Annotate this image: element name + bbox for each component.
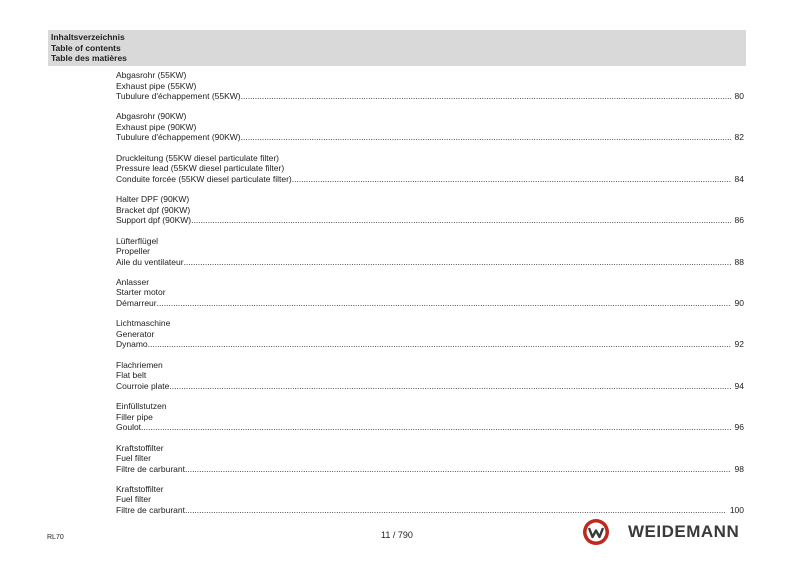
entry-title-fr: Conduite forcée (55KW diesel particulate filter) (116, 173, 292, 184)
entry-title-en: Starter motor (116, 287, 166, 298)
toc-entry[interactable] (116, 236, 744, 268)
entry-title-de: Lüfterflügel (116, 235, 159, 246)
entry-page-number[interactable]: 88 (734, 256, 744, 267)
entry-page-number[interactable]: 98 (734, 463, 744, 474)
entry-title-fr-row (116, 464, 744, 475)
header-title-en: Table of contents (51, 42, 121, 53)
toc-list (116, 70, 744, 525)
toc-entry[interactable] (116, 111, 744, 143)
entry-title-fr: Filtre de carburant (116, 463, 185, 474)
entry-title-en: Generator (116, 328, 155, 339)
entry-title-en: Propeller (116, 246, 151, 257)
dot-leader (292, 174, 731, 185)
entry-title-de: Halter DPF (90KW) (116, 194, 190, 205)
entry-title-en: Exhaust pipe (90KW) (116, 121, 197, 132)
entry-title-de: Abgasrohr (55KW) (116, 70, 187, 80)
entry-title-en: Filler pipe (116, 411, 153, 422)
entry-title-de: Anlasser (116, 276, 150, 287)
entry-page-number[interactable]: 82 (734, 132, 744, 143)
dot-leader (241, 132, 731, 143)
dot-leader (241, 91, 731, 102)
weidemann-logo (582, 518, 739, 546)
entry-page-number[interactable]: 92 (734, 339, 744, 350)
entry-title-fr-row (116, 298, 744, 309)
entry-title-de: Lichtmaschine (116, 318, 171, 329)
entry-title-fr: Filtre de carburant (116, 504, 185, 515)
toc-entry[interactable] (116, 194, 744, 226)
dot-leader (141, 422, 730, 433)
entry-title-de: Kraftstoffilter (116, 483, 164, 494)
toc-entry[interactable] (116, 443, 744, 475)
entry-title-fr-row (116, 91, 744, 102)
dot-leader (191, 215, 730, 226)
dot-leader (148, 339, 731, 350)
entry-title-de: Einfüllstutzen (116, 401, 167, 412)
toc-entry[interactable] (116, 277, 744, 309)
dot-leader (157, 298, 731, 309)
entry-title-fr: Tubulure d'échappement (55KW) (116, 91, 241, 101)
toc-entry[interactable] (116, 484, 744, 516)
entry-title-fr-row (116, 174, 744, 185)
entry-page-number[interactable]: 96 (734, 422, 744, 433)
document-code: RL70 (47, 534, 64, 541)
entry-title-en: Bracket dpf (90KW) (116, 204, 191, 215)
entry-title-fr: Goulot (116, 422, 142, 433)
entry-title-fr-row (116, 215, 744, 226)
header-title-de: Inhaltsverzeichnis (51, 32, 125, 42)
dot-leader (184, 257, 731, 268)
dot-leader (185, 464, 731, 475)
entry-title-fr-row (116, 381, 744, 392)
entry-title-fr-row (116, 505, 744, 516)
toc-entry[interactable] (116, 70, 744, 102)
entry-title-fr-row (116, 132, 744, 143)
toc-entry[interactable] (116, 401, 744, 433)
toc-entry[interactable] (116, 318, 744, 350)
weidemann-logo-icon (582, 518, 610, 546)
entry-title-fr: Démarreur (116, 297, 157, 308)
header-title-fr: Table des matières (51, 53, 127, 63)
entry-title-fr: Tubulure d'échappement (90KW) (116, 132, 241, 143)
entry-page-number[interactable]: 84 (734, 173, 744, 184)
entry-title-en: Flat belt (116, 370, 147, 381)
brand-name: WEIDEMANN (628, 522, 740, 541)
entry-title-fr-row (116, 422, 744, 433)
entry-title-de: Druckleitung (55KW diesel particulate filter) (116, 152, 279, 163)
entry-title-en: Fuel filter (116, 453, 151, 464)
entry-title-en: Fuel filter (116, 494, 151, 505)
entry-title-fr: Support dpf (90KW) (116, 215, 192, 226)
dot-leader (169, 381, 730, 392)
entry-page-number[interactable]: 86 (734, 215, 744, 226)
page-indicator: 11 / 790 (381, 530, 413, 540)
entry-title-de: Kraftstoffilter (116, 442, 164, 453)
toc-entry[interactable] (116, 360, 744, 392)
entry-page-number[interactable]: 94 (734, 380, 744, 391)
entry-title-fr: Aile du ventilateur (116, 256, 184, 267)
entry-title-fr-row (116, 257, 744, 268)
entry-title-en: Exhaust pipe (55KW) (116, 80, 197, 91)
entry-title-de: Abgasrohr (90KW) (116, 111, 187, 122)
entry-page-number[interactable]: 80 (734, 91, 744, 101)
entry-title-fr: Dynamo (116, 339, 148, 350)
entry-title-de: Flachriemen (116, 359, 163, 370)
toc-header (48, 30, 746, 66)
entry-title-fr-row (116, 339, 744, 350)
dot-leader (185, 505, 726, 516)
entry-title-en: Pressure lead (55KW diesel particulate filter) (116, 163, 285, 174)
entry-page-number[interactable]: 90 (734, 297, 744, 308)
entry-title-fr: Courroie plate (116, 380, 170, 391)
entry-page-number[interactable]: 100 (729, 504, 744, 515)
toc-entry[interactable] (116, 153, 744, 185)
